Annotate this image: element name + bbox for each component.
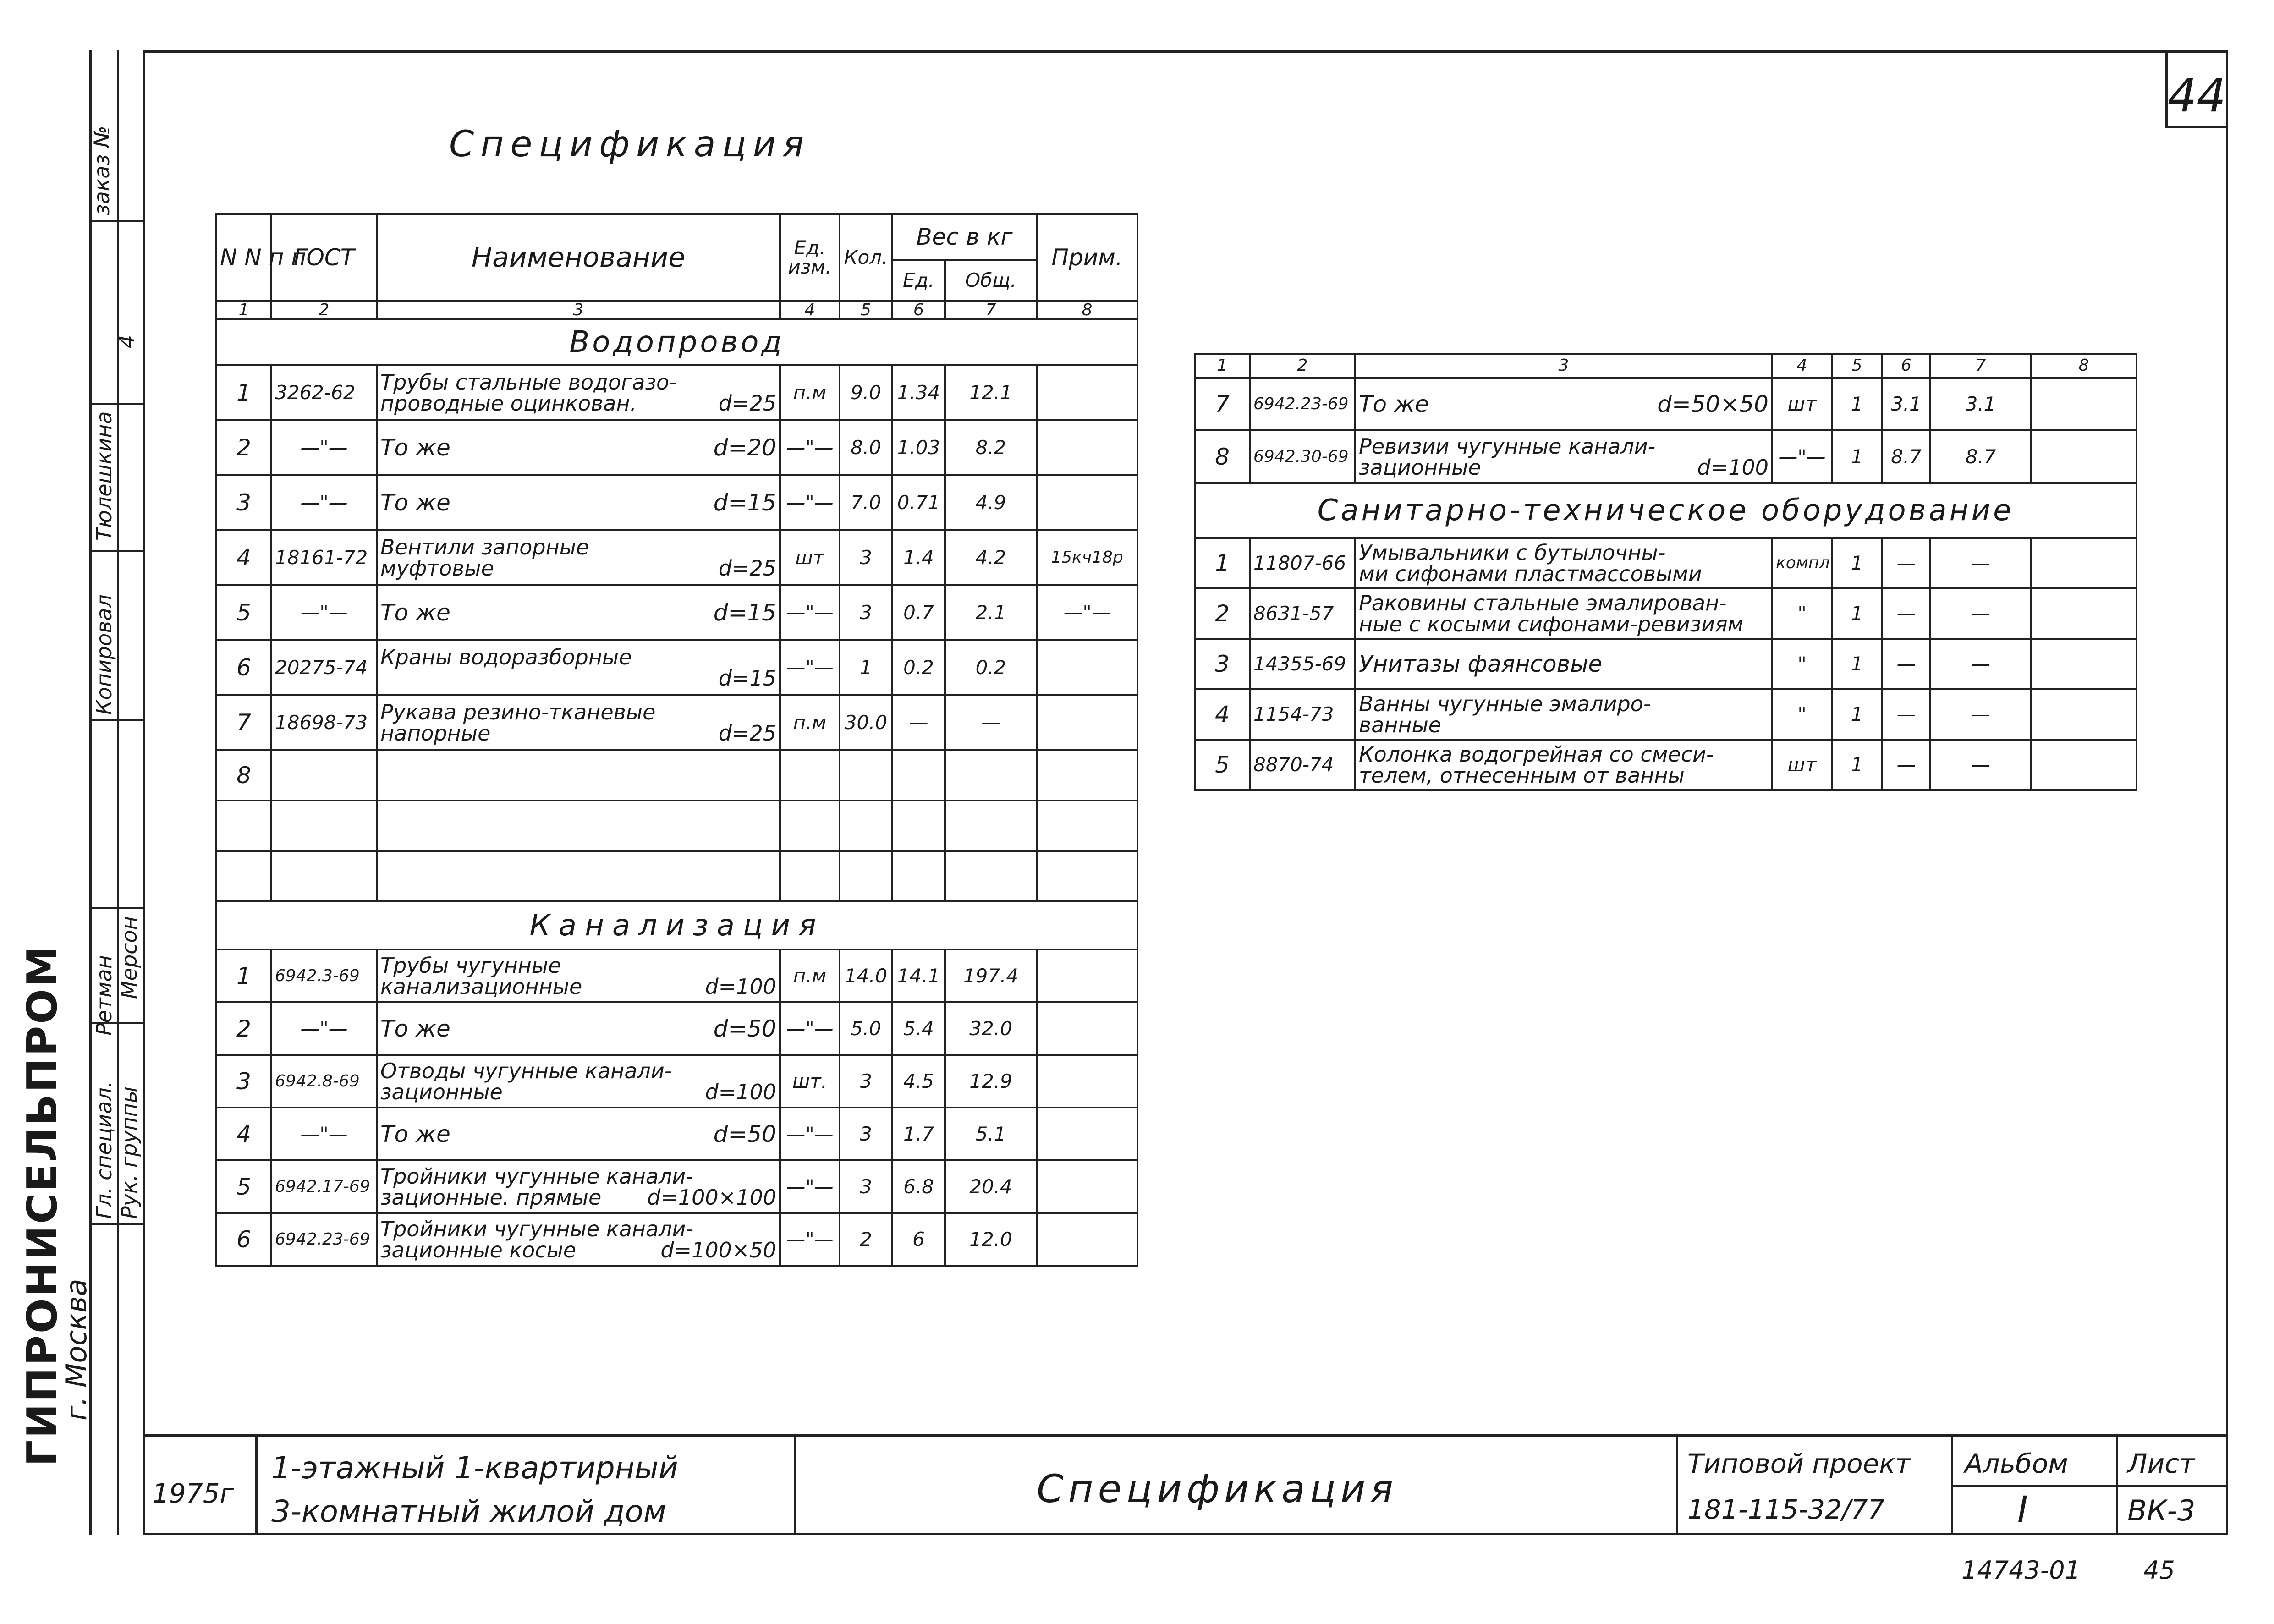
section-sewerage: Канализация bbox=[216, 901, 1137, 949]
footer-code bbox=[1961, 1556, 2175, 1585]
table-row: 3 14355-69 Унитазы фаянсовые " 1 — — bbox=[1195, 639, 2137, 689]
album-label: Альбом bbox=[1965, 1448, 2068, 1479]
organization-city: г. Москва bbox=[60, 1278, 93, 1421]
stamp-signature-note: 4 bbox=[115, 335, 139, 348]
header-name: Наименование bbox=[377, 214, 780, 301]
col-num-5: 5 bbox=[1832, 354, 1882, 378]
stamp-retman: Ретман bbox=[92, 955, 116, 1036]
col-num-1: 1 bbox=[1195, 354, 1250, 378]
table-row-empty bbox=[216, 801, 1137, 851]
col-num-6: 6 bbox=[1882, 354, 1930, 378]
doc-name: Спецификация bbox=[1037, 1466, 1398, 1511]
title-block bbox=[143, 1434, 2228, 1535]
sheet-number: 44 bbox=[2167, 69, 2226, 122]
header-weight-total: Общ. bbox=[945, 260, 1037, 301]
col-num-4: 4 bbox=[1772, 354, 1832, 378]
stamp-merson: Мерсон bbox=[117, 916, 142, 999]
spec-table-left bbox=[215, 213, 1138, 1267]
page-title: Спецификация bbox=[449, 124, 811, 165]
table-row: 3 —"— То же d=15 —"— 7.0 0.71 4.9 bbox=[216, 475, 1137, 530]
col-num-6: 6 bbox=[892, 301, 945, 319]
table-row: 6 20275-74 Краны водоразборные d=15 —"— 1 0.2 0.2 bbox=[216, 640, 1137, 695]
col-num-7: 7 bbox=[1930, 354, 2031, 378]
table-row: 4 —"— То же d=50 —"— 3 1.7 5.1 bbox=[216, 1108, 1137, 1160]
table-row: 2 —"— То же d=20 —"— 8.0 1.03 8.2 bbox=[216, 420, 1137, 475]
table-row: 1 11807-66 Умывальники с бутылочны- ми сифонами пластмассовыми компл 1 — — bbox=[1195, 538, 2137, 588]
year: 1975г bbox=[152, 1478, 234, 1509]
left-stamp-strip bbox=[89, 50, 143, 1535]
stamp-group-head: Рук. группы bbox=[117, 1086, 142, 1219]
building-line-2: 3-комнатный жилой дом bbox=[271, 1494, 666, 1529]
col-num-2: 2 bbox=[1250, 354, 1355, 378]
footer-archive-code: 14743-01 bbox=[1961, 1556, 2081, 1585]
table-row: 5 8870-74 Колонка водогрейная со смеси- телем, отнесенным от ванны шт 1 — — bbox=[1195, 740, 2137, 790]
sheet-label: Лист bbox=[2127, 1448, 2195, 1479]
col-num-4: 4 bbox=[780, 301, 840, 319]
table-row: 1 3262-62 Трубы стальные водогазо- проводные оцинкован. d=25 п.м 9.0 1.34 12.1 bbox=[216, 365, 1137, 420]
col-num-2: 2 bbox=[271, 301, 377, 319]
table-row: 1 6942.3-69 Трубы чугунные канализационные d=100 п.м 14.0 14.1 197.4 bbox=[216, 949, 1137, 1002]
col-num-3: 3 bbox=[377, 301, 780, 319]
col-num-3: 3 bbox=[1355, 354, 1772, 378]
header-qty: Кол. bbox=[840, 214, 892, 301]
header-weight-unit: Ед. bbox=[892, 260, 945, 301]
col-num-1: 1 bbox=[216, 301, 271, 319]
col-num-7: 7 bbox=[945, 301, 1037, 319]
table-row: 7 6942.23-69 То же d=50×50 шт 1 3.1 3.1 bbox=[1195, 378, 2137, 430]
stamp-order: заказ № bbox=[89, 126, 114, 215]
table-row: 3 6942.8-69 Отводы чугунные канали- зационные d=100 шт. 3 4.5 12.9 bbox=[216, 1055, 1137, 1108]
table-row: 2 8631-57 Раковины стальные эмалирован- ные с косыми сифонами-ревизиям " 1 — — bbox=[1195, 588, 2137, 639]
table-row: 8 6942.30-69 Ревизии чугунные канали- зационные d=100 —"— 1 8.7 8.7 bbox=[1195, 430, 2137, 483]
table-row: 4 1154-73 Ванны чугунные эмалиро- ванные " 1 — — bbox=[1195, 689, 2137, 740]
table-row: 2 —"— То же d=50 —"— 5.0 5.4 32.0 bbox=[216, 1002, 1137, 1055]
project-label: Типовой проект bbox=[1687, 1448, 1911, 1479]
stamp-copied: Копировал bbox=[92, 594, 116, 715]
table-row: 5 —"— То же d=15 —"— 3 0.7 2.1 —"— bbox=[216, 585, 1137, 640]
table-row: 8 bbox=[216, 750, 1137, 801]
organization-name: ГИПРОНИСЕЛЬПРОМ bbox=[18, 944, 66, 1466]
album-value: I bbox=[2017, 1489, 2028, 1531]
col-num-8: 8 bbox=[1037, 301, 1137, 319]
table-row: 7 18698-73 Рукава резино-тканевые напорные d=25 п.м 30.0 — — bbox=[216, 695, 1137, 750]
header-unit: Ед. изм. bbox=[780, 214, 840, 301]
stamp-chief-specialist: Гл. специал. bbox=[92, 1081, 116, 1219]
section-sanitary-equipment: Санитарно-техническое оборудование bbox=[1195, 483, 2137, 538]
building-line-1: 1-этажный 1-квартирный bbox=[271, 1450, 678, 1486]
col-num-8: 8 bbox=[2031, 354, 2137, 378]
spec-table-right bbox=[1194, 353, 2137, 791]
footer-page: 45 bbox=[2143, 1556, 2175, 1585]
title-block-divider bbox=[1953, 1485, 2228, 1487]
sheet-value: ВК-3 bbox=[2127, 1494, 2196, 1527]
table-row: 4 18161-72 Вентили запорные муфтовые d=25 шт 3 1.4 4.2 15кч18р bbox=[216, 530, 1137, 585]
header-weight: Вес в кг bbox=[892, 214, 1037, 260]
table-row: 6 6942.23-69 Тройники чугунные канали- зационные косые d=100×50 —"— 2 6 12.0 bbox=[216, 1213, 1137, 1266]
header-gost: ГОСТ bbox=[271, 214, 377, 301]
col-num-5: 5 bbox=[840, 301, 892, 319]
table-row: 5 6942.17-69 Тройники чугунные канали- зационные. прямые d=100×100 —"— 3 6.8 20.4 bbox=[216, 1160, 1137, 1213]
stamp-tyuleshkina: Тюлешкина bbox=[92, 411, 116, 541]
table-row-empty bbox=[216, 851, 1137, 901]
header-num: N N п п bbox=[216, 214, 271, 301]
project-number: 181-115-32/77 bbox=[1687, 1494, 1885, 1525]
header-note: Прим. bbox=[1037, 214, 1137, 301]
section-water-supply: Водопровод bbox=[216, 319, 1137, 365]
